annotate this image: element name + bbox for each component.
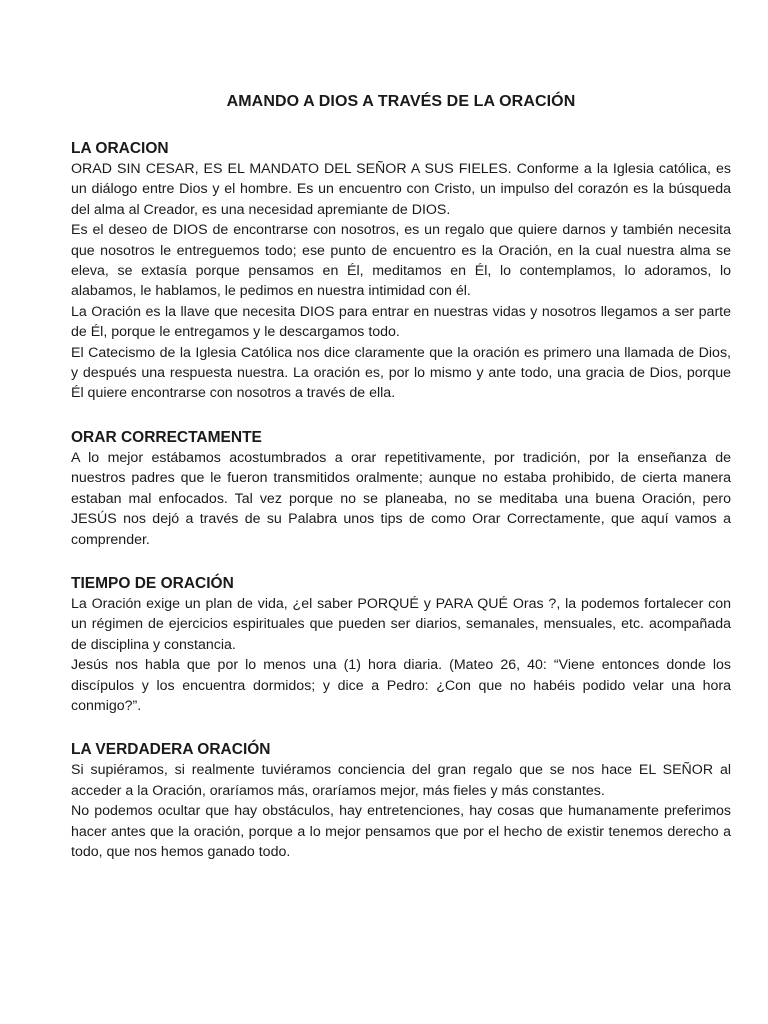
section-heading: TIEMPO DE ORACIÓN [71, 574, 234, 592]
paragraph: No podemos ocultar que hay obstáculos, hay entretenciones, hay cosas que humanamente preferimos hacer antes que la oración, porque a lo mejor pensamos que por el hecho de existir tenemos derecho a todo, que nos hemos ganado todo. [71, 803, 731, 860]
paragraph: La Oración es la llave que necesita DIOS para entrar en nuestras vidas y nosotros llegamos a ser parte de Él, porque le entregamos y le descargamos todo. [71, 303, 731, 341]
section-orar-correctamente [71, 428, 731, 550]
document-title: AMANDO A DIOS A TRAVÉS DE LA ORACIÓN [226, 93, 576, 110]
section-tiempo-de-oracion [71, 574, 731, 716]
paragraph: El Catecismo de la Iglesia Católica nos dice claramente que la oración es primero una llamada de Dios, y después una respuesta nuestra. La oración es, por lo mismo y ante todo, una gracia de Dios, porque Él quiere encontrarse con nosotros a través de ella. [71, 344, 731, 402]
paragraph: A lo mejor estábamos acostumbrados a orar repetitivamente, por tradición, por la enseñanza de nuestros padres que le fueron transmitidos oralmente; aunque no estaba prohibido, de cierta manera estaban mal enfocados. Tal vez porque no se planeaba, no se meditaba una buena Oración, pero JESÚS nos dejó a través de su Palabra unos tips de como Orar Correctamente, que aquí vamos a comprender. [71, 449, 731, 548]
section-heading: ORAR CORRECTAMENTE [71, 428, 262, 446]
paragraph: Jesús nos habla que por lo menos una (1) hora diaria. (Mateo 26, 40: “Viene entonces donde los discípulos y los encuentra dormidos; y dice a Pedro: ¿Con que no habéis podido velar una hora conmigo?”. [71, 657, 731, 714]
document-page [71, 0, 731, 862]
section-heading: LA VERDADERA ORACIÓN [71, 741, 271, 759]
paragraph: Es el deseo de DIOS de encontrarse con nosotros, es un regalo que quiere darnos y también necesita que nosotros le entreguemos todo; ese punto de encuentro es la Oración, en la cual nuestra alma se eleva, se extasía porque pensamos en Él, meditamos en Él, lo contemplamos, lo adoramos, lo alabamos, le hablamos, le pedimos en nuestra intimidad con él. [71, 222, 731, 300]
section-la-oracion [71, 139, 731, 404]
paragraph: La Oración exige un plan de vida, ¿el saber PORQUÉ y PARA QUÉ Oras ?, la podemos fortalecer con un régimen de ejercicios espirituales que pueden ser diarios, semanales, mensuales, etc. acompañada de disciplina y constancia. [71, 595, 731, 653]
section-la-verdadera-oracion [71, 740, 731, 862]
paragraph: Si supiéramos, si realmente tuviéramos conciencia del gran regalo que se nos hace EL SEÑOR al acceder a la Oración, oraríamos más, oraríamos mejor, más fieles y más constantes. [71, 762, 731, 799]
paragraph: ORAD SIN CESAR, ES EL MANDATO DEL SEÑOR A SUS FIELES. Conforme a la Iglesia católica, es un diálogo entre Dios y el hombre. Es un encuentro con Cristo, un impulso del corazón es la búsqueda del alma al Creador, es una necesidad apremiante de DIOS. [71, 161, 731, 218]
section-heading: LA ORACION [71, 140, 169, 157]
